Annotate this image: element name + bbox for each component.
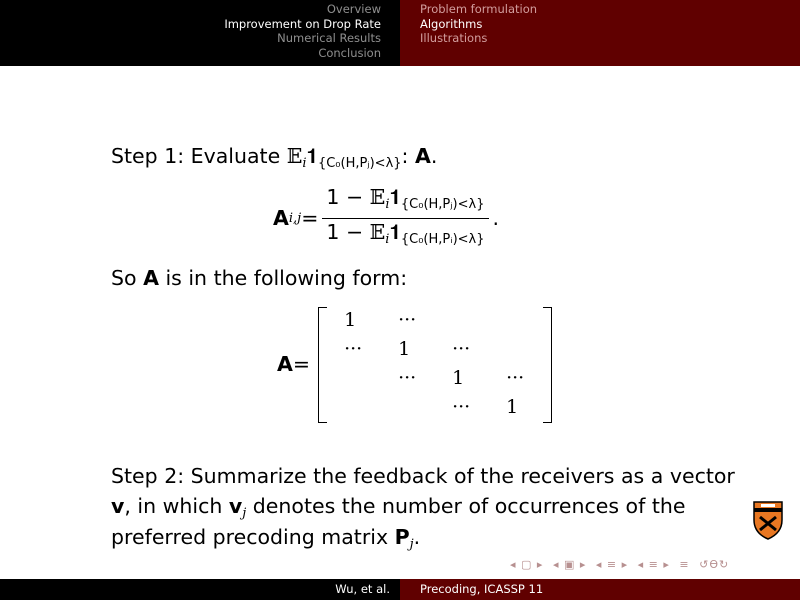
eq-lhs-sub: i,j [288, 210, 302, 226]
matrix-equation [277, 305, 552, 423]
footer-title: Precoding, ICASSP 11 [400, 579, 800, 600]
step1-matrix: A [414, 144, 431, 168]
matrix-cell: ··· [506, 367, 525, 389]
footer-bar [0, 579, 800, 600]
princeton-shield-icon [752, 500, 784, 540]
step2-line1: Step 2: Summarize the feedback of the receivers as a vector [111, 464, 735, 488]
eq-equals: = [301, 206, 319, 230]
nav-section-overview[interactable]: Overview [326, 2, 381, 16]
nav-search-icon[interactable]: ↺ϴ↻ [699, 558, 730, 571]
expectation-symbol: 𝔼 [286, 144, 303, 168]
matrix-cell: 1 [506, 396, 519, 418]
nav-prev-section-icon[interactable]: ◂ ≡ ▸ [595, 558, 629, 571]
nav-prev-frame-icon[interactable]: ◂ ▢ ▸ [510, 558, 544, 571]
fraction-denominator: 1 − 𝔼i𝟏{C₀(H,Pᵢ)<λ} [326, 219, 485, 247]
matrix-cell: ··· [452, 338, 471, 360]
matrix-equals: = [292, 352, 311, 376]
fraction [322, 184, 488, 253]
step1-prefix: Step 1: Evaluate [111, 144, 287, 168]
nav-prev-subsection-icon[interactable]: ◂ ▣ ▸ [552, 558, 587, 571]
matrix-right-bracket [543, 307, 552, 423]
nav-subsection-illustrations[interactable]: Illustrations [420, 31, 488, 45]
matrix-cell: 1 [452, 367, 465, 389]
indicator-symbol: 𝟏 [306, 144, 318, 168]
beamer-navigation [510, 558, 734, 571]
matrix-cell: 1 [344, 309, 357, 331]
matrix-lhs: A [277, 352, 293, 376]
eq-lhs-a: A [273, 206, 289, 230]
matrix-left-bracket [318, 307, 327, 423]
nav-section-conclusion[interactable]: Conclusion [318, 45, 381, 60]
matrix-cell: ··· [452, 396, 471, 418]
so-matrix: A [143, 266, 159, 290]
nav-subsection-algorithms[interactable]: Algorithms [420, 16, 483, 31]
matrix-cell: 1 [398, 338, 411, 360]
matrix-body [318, 305, 552, 423]
footer-author: Wu, et al. [0, 579, 400, 600]
fraction-numerator: 1 − 𝔼i𝟏{C₀(H,Pⱼ)<λ} [326, 184, 485, 212]
step2-line3: preferred precoding matrix Pj. [111, 525, 421, 552]
step2-line2: v, in which vj denotes the number of occurrences of the [111, 494, 686, 521]
nav-outline-icon[interactable]: ≡ [679, 558, 690, 571]
matrix-cell: ··· [398, 367, 417, 389]
nav-section-numerical-results[interactable]: Numerical Results [277, 31, 381, 45]
indicator-condition: {C₀(H,Pⱼ)<λ} [317, 156, 402, 171]
step1-suffix: : [401, 144, 415, 168]
nav-section-improvement[interactable]: Improvement on Drop Rate [224, 16, 381, 31]
equation-a-ij: A i,j = $\frac{\text{1 − 𝔼i𝟏\{C₀(H,Pⱼ)<λ\}}}{\text{1 − 𝔼i𝟏\{C₀(H,Pᵢ)<λ\}}}$ . [273, 184, 499, 252]
nav-subsection-problem-formulation[interactable]: Problem formulation [420, 2, 538, 16]
matrix-cell: ··· [398, 309, 417, 331]
nav-prev-part-icon[interactable]: ◂ ≡ ▸ [637, 558, 670, 571]
so-line: So A is in the following form: [111, 266, 408, 290]
step1-line: Step 1: Evaluate 𝔼i𝟏{C₀(H,Pⱼ)<λ}: A. [111, 144, 438, 171]
matrix-cell: ··· [344, 338, 363, 360]
